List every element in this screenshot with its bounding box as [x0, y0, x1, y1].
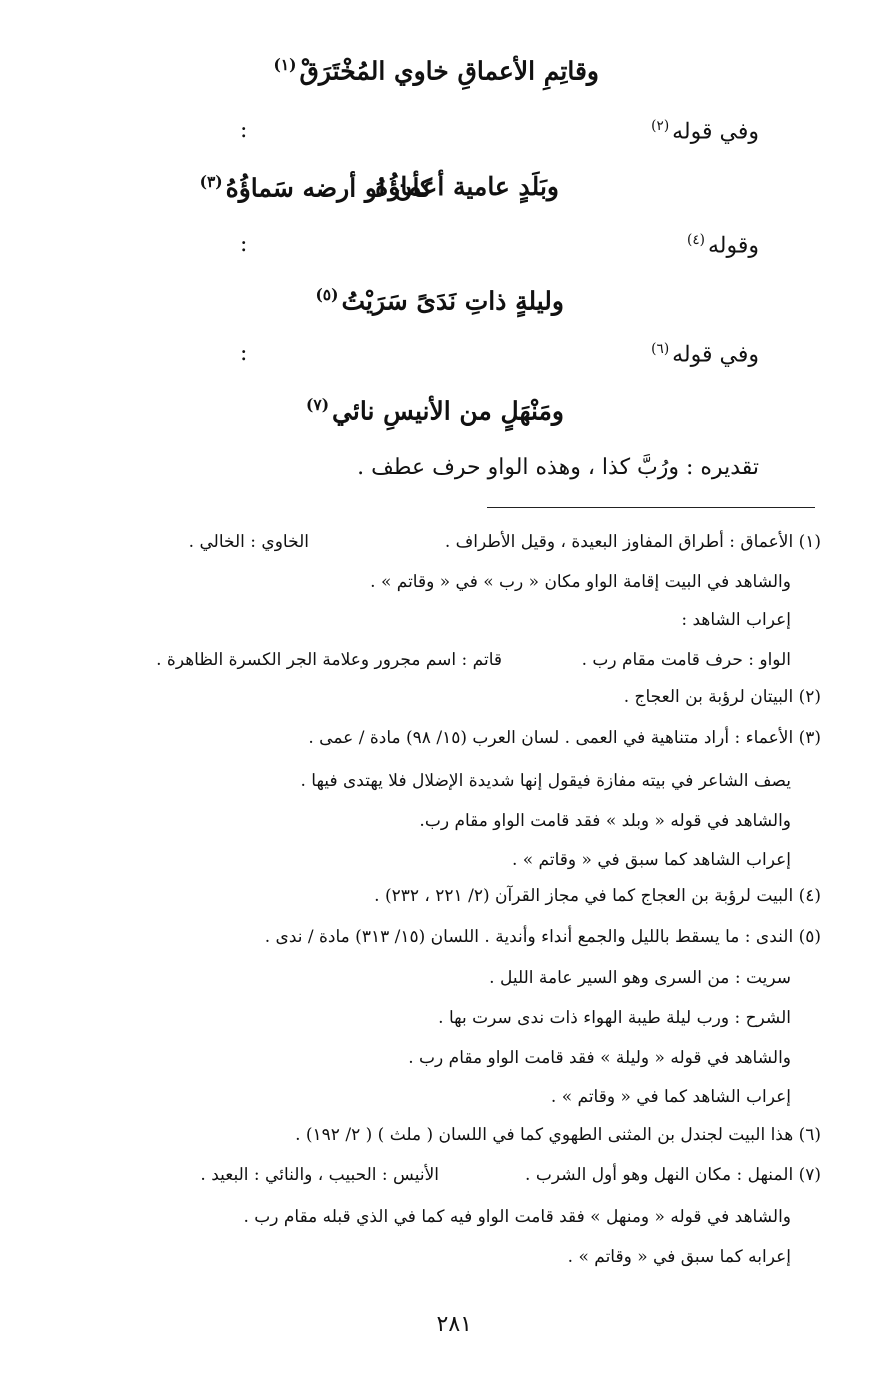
footnote-ref-1: (١) — [273, 55, 297, 74]
footnote-line: والشاهد في قوله « وليلة » فقد قامت الواو مقام رب . — [408, 1048, 791, 1068]
footnote-ref-5: (٥) — [315, 285, 339, 304]
verse-intro-2: وفي قوله$^{(٢)}$ — [651, 118, 759, 145]
footnote-line: (٦) هذا البيت لجندل بن المثنى الطهوي كما في اللسان ( ملث ) ( ٢/ ١٩٢) . — [295, 1125, 821, 1145]
footnote-line: والشاهد في قوله « ومنهل » فقد قامت الواو فيه كما في الذي قبله مقام رب . — [243, 1207, 791, 1227]
footnote-line: (١) الأعماق : أطراق المفاوز البعيدة ، وقيل الأطراف . — [444, 532, 821, 552]
footnote-ref-3: (٣) — [199, 172, 223, 191]
footnote-line-left: الخاوي : الخالي . — [188, 532, 309, 552]
footnote-line: إعرابه كما سبق في « وقاتم » . — [567, 1247, 791, 1267]
footnote-line: (٥) الندى : ما يسقط بالليل والجمع أنداء وأندية . اللسان (١٥/ ٣١٣) مادة / ندى . — [264, 927, 821, 947]
verse-3-second-hemistich: كأن لو أرضه سَماؤُهُ$^{(٣)}$ — [199, 172, 432, 203]
footnote-line-left: قاتم : اسم مجرور وعلامة الجر الكسرة الظاهرة . — [156, 650, 502, 670]
footnote-line: إعراب الشاهد كما في « وقاتم » . — [550, 1087, 791, 1107]
footnote-line-left: الأنيس : الحبيب ، والنائي : البعيد . — [200, 1165, 439, 1185]
verse-colon-2: : — [240, 118, 248, 143]
verse-5: وليلةٍ ذاتِ نَدَىً سَرَيْتُ$^{(٥)}$ — [315, 285, 564, 316]
footnote-line: يصف الشاعر في بيته مفازة فيقول إنها شديدة الإضلال فلا يهتدى فيها . — [300, 771, 791, 791]
footnote-line: (٣) الأعماء : أراد متناهية في العمى . لسان العرب (١٥/ ٩٨) مادة / عمى . — [308, 728, 821, 748]
footnote-divider — [487, 507, 815, 508]
footnote-line: (٧) المنهل : مكان النهل وهو أول الشرب . — [525, 1165, 821, 1185]
footnote-ref-7: (٧) — [306, 395, 330, 414]
footnote-ref-4: (٤) — [687, 232, 705, 248]
footnote-line: والشاهد في البيت إقامة الواو مكان « رب » في « وقاتم » . — [370, 572, 791, 592]
verse-colon-6: : — [240, 341, 248, 366]
verse-colon-4: : — [240, 232, 248, 257]
verse-explanation: تقديره : ورُبَّ كذا ، وهذه الواو حرف عطف . — [357, 455, 759, 480]
verse-1: وقاتِمِ الأعماقِ خاوي المُخْتَرَقْ$^{(١)}$ — [273, 55, 599, 86]
verse-intro-6: وفي قوله$^{(٦)}$ — [651, 341, 759, 368]
footnote-ref-2: (٢) — [651, 118, 670, 134]
footnote-line: (٤) البيت لرؤبة بن العجاج كما في مجاز القرآن (٢/ ٢٢١ ، ٢٣٢) . — [374, 886, 821, 906]
footnote-line: والشاهد في قوله « وبلد » فقد قامت الواو مقام رب. — [419, 811, 791, 831]
footnote-line: إعراب الشاهد : — [681, 610, 791, 630]
footnote-line: سريت : من السرى وهو السير عامة الليل . — [489, 968, 791, 988]
page-number: ٢٨١ — [436, 1312, 472, 1337]
footnote-line: الشرح : ورب ليلة طيبة الهواء ذات ندى سرت بها . — [438, 1008, 791, 1028]
verse-7: ومَنْهَلٍ من الأنيسِ نائي$^{(٧)}$ — [306, 395, 564, 426]
verse-3-first-hemistich: وبَلَدٍ عامية أعماؤُهُ — [375, 172, 559, 201]
footnote-line: إعراب الشاهد كما سبق في « وقاتم » . — [511, 850, 791, 870]
footnote-ref-6: (٦) — [651, 341, 670, 357]
footnote-line: الواو : حرف قامت مقام رب . — [581, 650, 791, 670]
verse-intro-4: وقوله$^{(٤)}$ — [687, 232, 759, 259]
footnote-line: (٢) البيتان لرؤبة بن العجاج . — [623, 687, 821, 707]
